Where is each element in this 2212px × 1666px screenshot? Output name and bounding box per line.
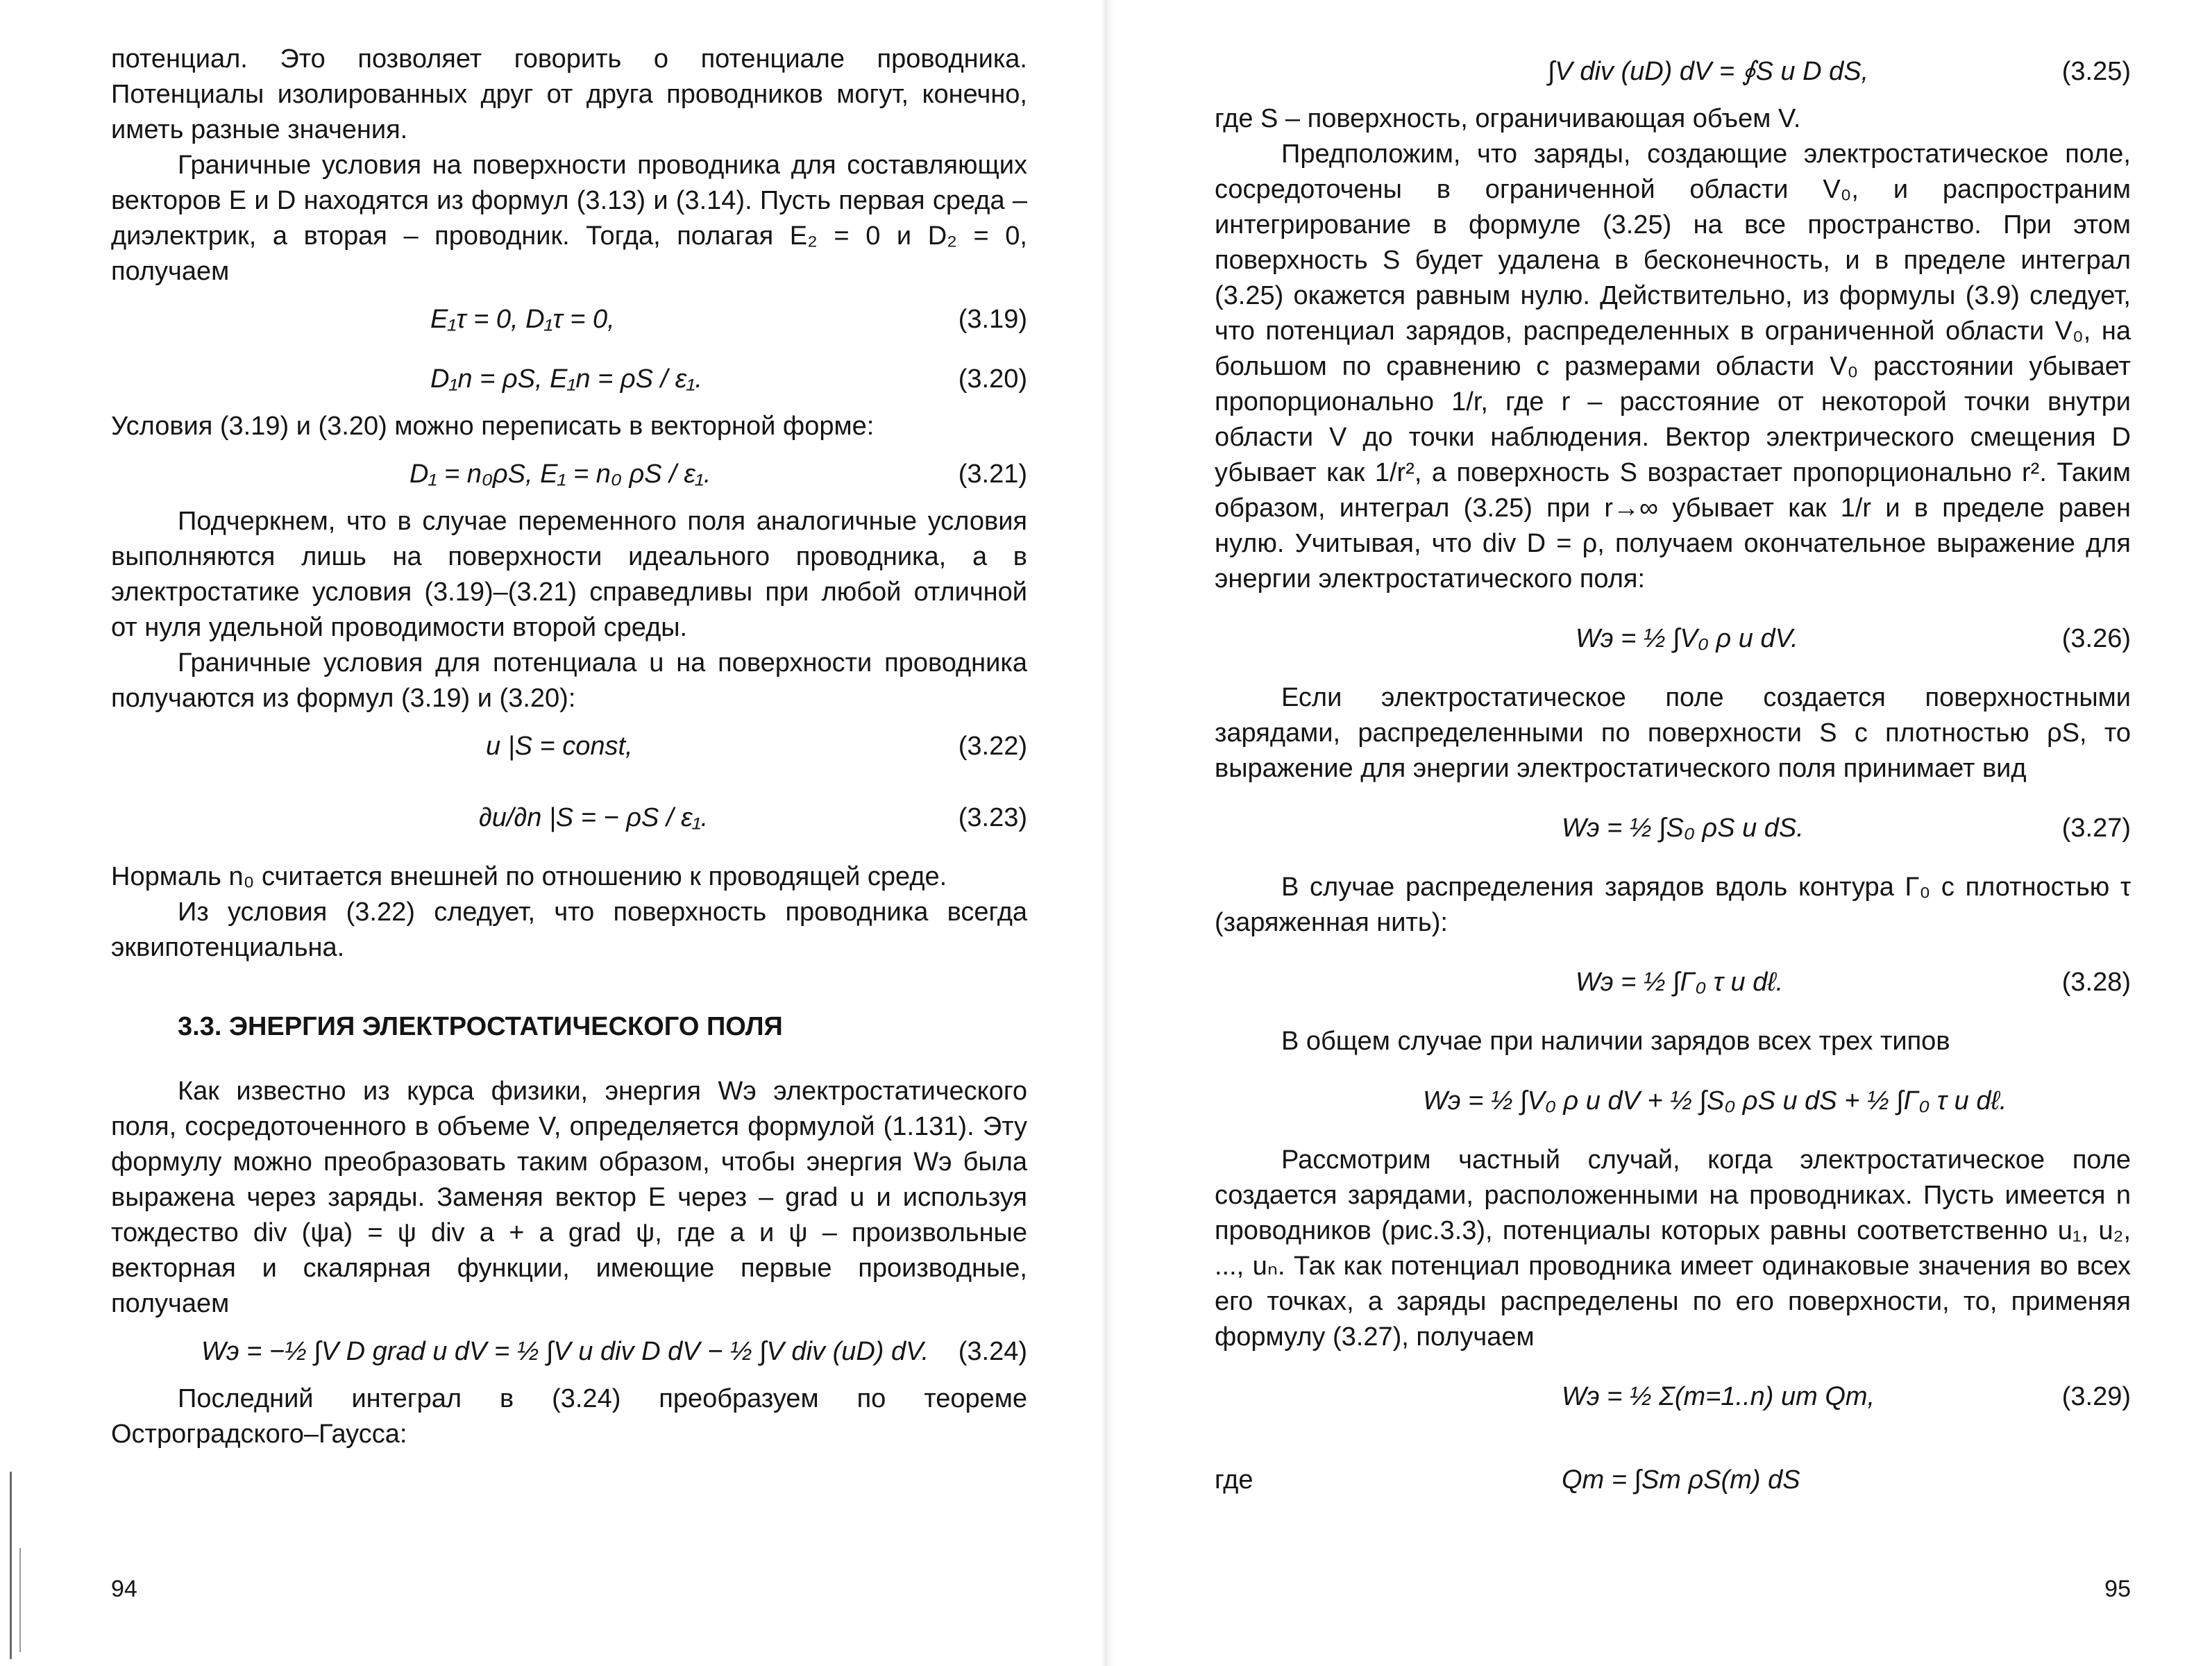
paragraph: Условия (3.19) и (3.20) можно переписать в векторной форме: (111, 412, 875, 441)
paragraph: Из условия (3.22) следует, что поверхность проводника всегда эквипотенциальна. (111, 898, 1027, 962)
equation-charge-definition (1215, 1438, 2131, 1522)
equation-number: (3.19) (958, 305, 1027, 334)
equation-number: (3.21) (958, 460, 1027, 489)
paragraph: Последний интеграл в (3.24) преобразуем по теореме Остроградского–Гаусса: (111, 1384, 1027, 1449)
equation-number: (3.24) (958, 1337, 1027, 1366)
equation-formula: Wэ = ½ Σ(m=1..n) um Qm, (1562, 1382, 1875, 1411)
equation-number: (3.28) (2061, 968, 2131, 997)
where-label: где (1215, 1465, 1253, 1495)
equation-formula: Wэ = ½ ∫Γ₀ τ u dℓ. (1576, 968, 1784, 997)
section-heading: 3.3. ЭНЕРГИЯ ЭЛЕКТРОСТАТИЧЕСКОГО ПОЛЯ (178, 1012, 783, 1041)
equation-number: (3.29) (2061, 1382, 2131, 1411)
equation-3-28 (1215, 941, 2131, 1024)
paragraph: Как известно из курса физики, энергия Wэ электростатического поля, сосредоточенного в объеме V, определяется формулой (1.131). Эту формулу можно преобразовать таким образом, чтобы энергия Wэ была выражена через заряды. Заменяя вектор E через – grad u и используя тождество div (ψa) = ψ div a + a grad ψ, где a и ψ – произвольные векторная и скалярная функции, имеющие первые производные, получаем (111, 1077, 1027, 1318)
equation-3-26 (1215, 597, 2131, 680)
paragraph: В случае распределения зарядов вдоль контура Γ₀ с плотностью τ (заряженная нить): (1215, 873, 2131, 937)
page-number: 95 (2104, 1576, 2131, 1602)
right-page (1215, 42, 2131, 1638)
paragraph: Рассмотрим частный случай, когда электростатическое поле создается зарядами, расположенными на проводниках. Пусть имеется n проводников (рис.3.3), потенциалы которых равны соответственно u₁, u₂, ..., uₙ. Так как потенциал проводника имеет одинаковые значения во всех его точках, а заряды распределены по его поверхности, то, применяя формулу (3.27), получаем (1215, 1145, 2131, 1352)
equation-3-20 (111, 349, 1027, 409)
equation-number: (3.23) (958, 803, 1027, 832)
equation-formula: Qm = ∫Sm ρS(m) dS (1562, 1465, 1800, 1495)
paragraph: Если электростатическое поле создается поверхностными зарядами, распределенными по поверхности S с плотностью ρS, то выражение для энергии электростатического поля принимает вид (1215, 683, 2131, 783)
paragraph: Граничные условия на поверхности проводника для составляющих векторов E и D находятся из формул (3.13) и (3.14). Пусть первая среда – диэлектрик, а вторая – проводник. Тогда, полагая E₂ = 0 и D₂ = 0, получаем (111, 151, 1027, 286)
equation-number: (3.27) (2061, 814, 2131, 843)
paragraph: потенциал. Это позволяет говорить о потенциале проводника. Потенциалы изолированных друг от друга проводников могут, конечно, иметь разные значения. (111, 44, 1027, 144)
equation-3-19 (111, 289, 1027, 349)
paragraph: где S – поверхность, ограничивающая объем V. (1215, 104, 1801, 133)
paragraph: Граничные условия для потенциала u на поверхности проводника получаются из формул (3.19) и (3.20): (111, 648, 1027, 713)
equation-formula: Wэ = ½ ∫V₀ ρ u dV + ½ ∫S₀ ρS u dS + ½ ∫Γ₀ τ u dℓ. (1423, 1086, 2007, 1116)
equation-formula: E₁τ = 0, D₁τ = 0, (430, 305, 615, 334)
equation-general-energy (1215, 1059, 2131, 1143)
book-spine-shadow (1101, 0, 1113, 1666)
equation-formula: ∫V div (uD) dV = ∮S u D dS, (1548, 57, 1869, 86)
equation-formula: D₁n = ρS, E₁n = ρS / ε₁. (430, 364, 702, 394)
equation-3-24 (111, 1322, 1027, 1381)
paragraph: В общем случае при наличии зарядов всех трех типов (1281, 1027, 1950, 1056)
equation-3-21 (111, 444, 1027, 504)
equation-number: (3.25) (2061, 57, 2131, 86)
equation-formula: u |S = const, (486, 732, 633, 761)
equation-formula: ∂u/∂n |S = − ρS / ε₁. (479, 803, 709, 832)
equation-3-23 (111, 776, 1027, 859)
paragraph: Предположим, что заряды, создающие электростатическое поле, сосредоточены в ограниченной области V₀, и распространим интегрирование в формуле (3.25) на все пространство. При этом поверхность S будет удалена в бесконечность, и в пределе интеграл (3.25) окажется равным нулю. Действительно, из формулы (3.9) следует, что потенциал зарядов, распределенных в ограниченной области V₀, на большом по сравнению с размерами области V₀ расстоянии убывает пропорционально 1/r, где r – расстояние от некоторой точки внутри области V до точки наблюдения. Вектор электрического смещения D убывает как 1/r², а поверхность S возрастает пропорционально r². Таким образом, интеграл (3.25) при r→∞ убывает как 1/r и в пределе равен нулю. Учитывая, что div D = ρ, получаем окончательное выражение для энергии электростатического поля: (1215, 140, 2131, 594)
equation-formula: Wэ = −½ ∫V D grad u dV = ½ ∫V u div D dV − ½ ∫V div (uD) dV. (201, 1337, 929, 1366)
equation-3-27 (1215, 786, 2131, 870)
left-page (111, 42, 1027, 1638)
equation-number: (3.26) (2061, 624, 2131, 653)
page-number: 94 (111, 1576, 137, 1602)
equation-3-29 (1215, 1355, 2131, 1438)
equation-number: (3.20) (958, 364, 1027, 394)
equation-formula: Wэ = ½ ∫S₀ ρS u dS. (1562, 814, 1804, 843)
page-edge-mark (19, 1548, 21, 1652)
equation-formula: D₁ = n₀ρS, E₁ = n₀ ρS / ε₁. (410, 460, 711, 489)
equation-3-25 (1215, 42, 2131, 101)
equation-3-22 (111, 716, 1027, 776)
equation-formula: Wэ = ½ ∫V₀ ρ u dV. (1576, 624, 1798, 653)
paragraph: Нормаль n₀ считается внешней по отношению к проводящей среде. (111, 862, 947, 891)
equation-number: (3.22) (958, 732, 1027, 761)
page-edge-mark (10, 1472, 12, 1659)
paragraph: Подчеркнем, что в случае переменного поля аналогичные условия выполняются лишь на поверхности идеального проводника, а в электростатике условия (3.19)–(3.21) справедливы при любой отличной от нуля удельной проводимости второй среды. (111, 507, 1027, 642)
